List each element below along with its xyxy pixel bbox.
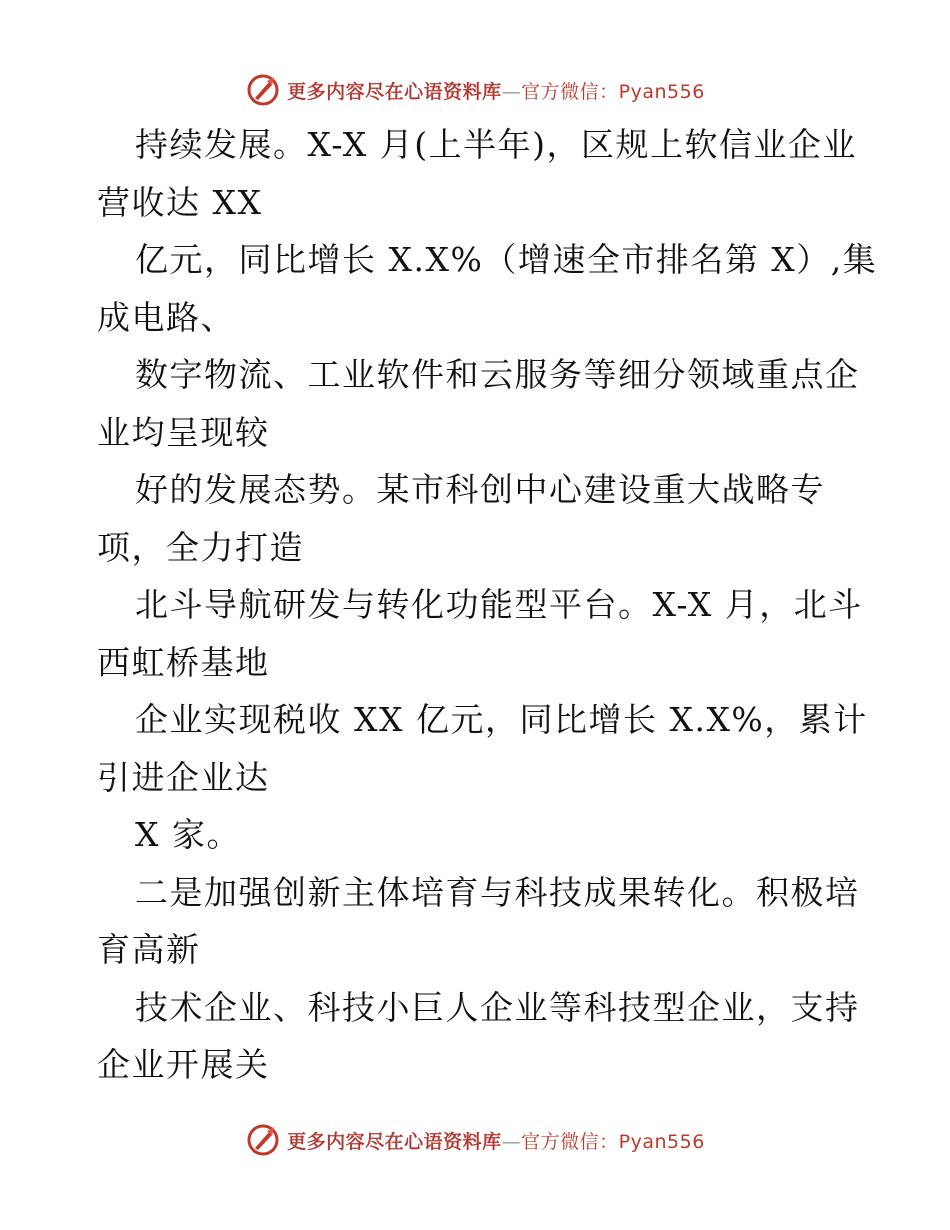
text-line: 营收达 XX xyxy=(97,182,263,222)
banner-wechat: 官方微信：Pyan556 xyxy=(521,80,705,103)
banner-brand: 更多内容尽在心语资料库 xyxy=(287,1130,502,1153)
banner-wechat: 官方微信：Pyan556 xyxy=(521,1130,705,1153)
text-line: 业均呈现较 xyxy=(97,412,270,452)
banner-separator: — xyxy=(501,80,522,103)
document-body xyxy=(97,116,878,1094)
banner-text xyxy=(287,77,705,104)
text-line: 二是加强创新主体培育与科技成果转化。积极培 xyxy=(135,872,860,912)
text-line: 北斗导航研发与转化功能型平台。X-X 月，北斗 xyxy=(135,585,863,624)
text-line: 成电路、 xyxy=(97,297,235,337)
text-line: 项，全力打造 xyxy=(97,527,304,567)
text-line: 西虹桥基地 xyxy=(97,642,270,682)
banner-brand: 更多内容尽在心语资料库 xyxy=(287,80,502,103)
feather-pen-logo-icon xyxy=(245,72,281,108)
header-banner xyxy=(0,70,950,110)
text-line: 数字物流、工业软件和云服务等细分领域重点企 xyxy=(135,355,860,394)
text-line: 技术企业、科技小巨人企业等科技型企业，支持 xyxy=(135,987,860,1027)
footer-banner xyxy=(0,1120,950,1160)
banner-text xyxy=(287,1127,705,1154)
text-line: 亿元，同比增长 X.X%（增速全市排名第 X）,集 xyxy=(135,240,878,279)
text-line: 持续发展。X-X 月(上半年)，区规上软信业企业 xyxy=(135,125,858,164)
text-line: 好的发展态势。某市科创中心建设重大战略专 xyxy=(135,470,825,509)
feather-pen-logo-icon xyxy=(245,1122,281,1158)
text-line: 引进企业达 xyxy=(97,757,270,797)
text-line: 企业开展关 xyxy=(97,1045,270,1084)
text-line: 育高新 xyxy=(97,930,201,969)
text-line: X 家。 xyxy=(135,815,241,854)
banner-separator: — xyxy=(501,1130,522,1153)
text-line: 企业实现税收 XX 亿元，同比增长 X.X%，累计 xyxy=(135,700,868,739)
